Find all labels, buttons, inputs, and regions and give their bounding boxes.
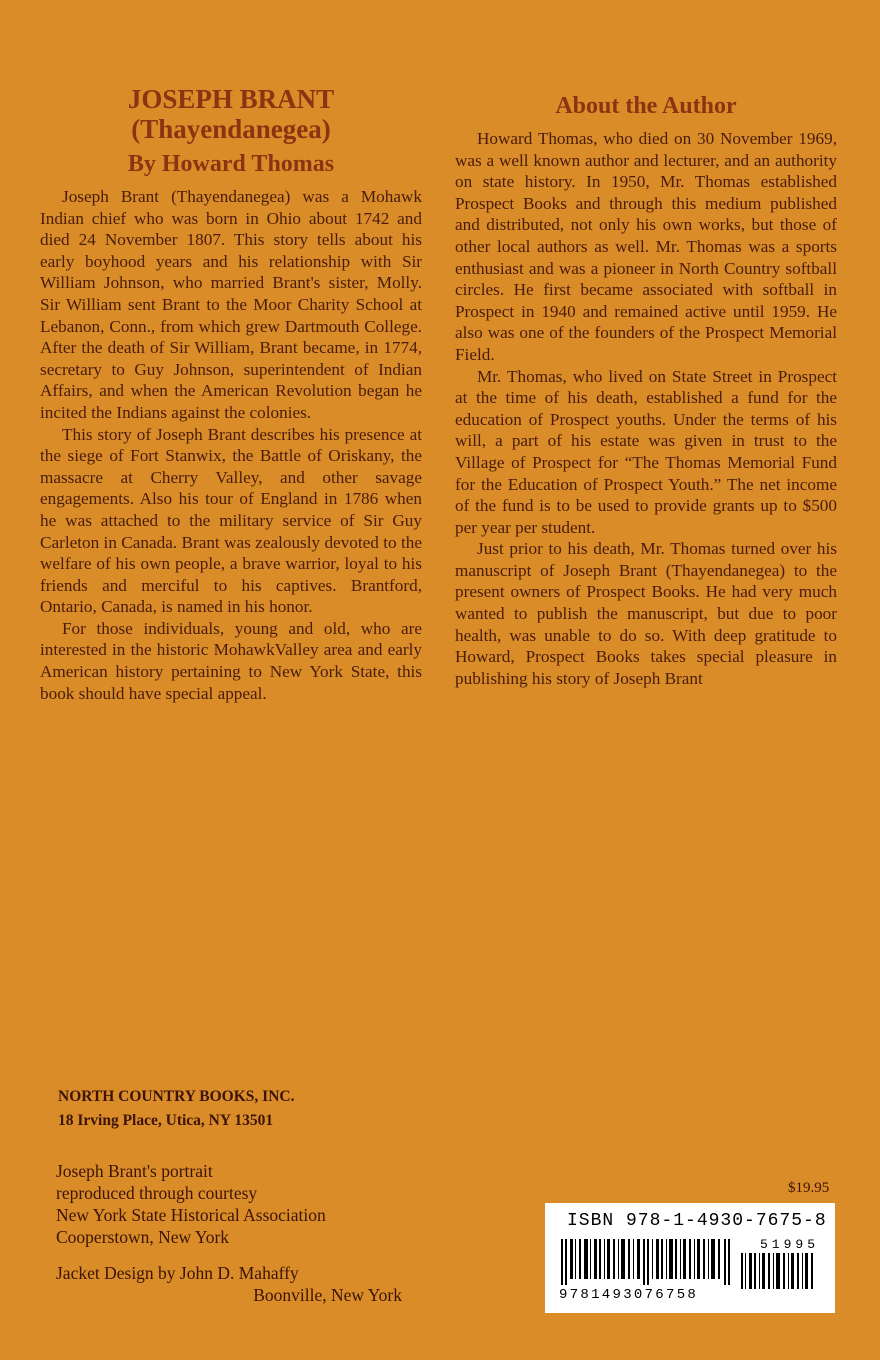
publisher-name: NORTH COUNTRY BOOKS, INC. [58,1088,295,1105]
publisher-block [58,1085,458,1133]
barcode-digits: 9781493076758 [559,1287,699,1303]
about-author-heading: About the Author [555,93,737,119]
price-addon-digits: 51995 [759,1237,819,1252]
isbn-barcode [545,1203,835,1313]
ean-barcode-bars [561,1239,733,1285]
book-subtitle: (Thayendanegea) [131,114,331,144]
author-paragraph: Howard Thomas, who died on 30 November 1969, was a well known author and lecturer, and an authority on state history. In 1950, Mr. Thomas established Prospect Books and through this medium published and distributed, not only his own works, but those of other local authors as well. Mr. Thomas was a sports enthusiast and was a pioneer in North Country softball circles. He first became associated with softball in Prospect in 1940 and remained active until 1959. He also was one of the founders of the Prospect Memorial Field. [455,129,837,364]
credit-line: reproduced through courtesy [56,1183,258,1203]
description-paragraph: Joseph Brant (Thayendanegea) was a Mohawk Indian chief who was born in Ohio about 1742 and died 24 November 1807. This story tells about his early boyhood years and his relationship with Sir William Johnson, who married Brant's sister, Molly. Sir William sent Brant to the Moor Charity School at Lebanon, Conn., from which grew Dartmouth College. After the death of Sir William, Brant became, in 1774, secretary to Guy Johnson, superintendent of Indian Affairs, and when the American Revolution began he incited the Indians against the colonies. [40,187,422,422]
jacket-design-credit: Jacket Design by John D. Mahaffy [56,1263,299,1283]
author-paragraph: Mr. Thomas, who lived on State Street in Prospect at the time of his death, established a fund for the education of Prospect youths. Under the terms of his will, a part of his estate was given in trust to the Village of Prospect for “The Thomas Memorial Fund for the Education of Prospect Youth.” The net income of the fund is to be used to provide grants up to $500 per year per student. [455,366,837,537]
description-paragraph: For those individuals, young and old, who are interested in the historic MohawkValley area and early American history pertaining to New York State, this book should have special appeal. [40,618,422,703]
isbn-text: ISBN 978-1-4930-7675-8 [567,1211,827,1231]
book-byline: By Howard Thomas [127,151,335,177]
description-paragraph: This story of Joseph Brant describes his presence at the siege of Fort Stanwix, the Battle of Oriskany, the massacre at Cherry Valley, and other savage engagements. Also his tour of England in 1786 when he was attached to the military service of Sir Guy Carleton in Canada. Brant was zealously devoted to the welfare of his own people, a brave warrior, loyal to his friends and merciful to his captives. Brantford, Ontario, Canada, is named in his honor. [40,424,422,617]
jacket-design-location: Boonville, New York [253,1285,402,1305]
author-paragraph: Just prior to his death, Mr. Thomas turned over his manuscript of Joseph Brant (Thayendanegea) to the present owners of Prospect Books. He had very much wanted to publish the manuscript, but due to poor health, was unable to do so. With deep gratitude to Howard, Prospect Books takes special pleasure in publishing his story of Joseph Brant [455,539,837,688]
credits-block [56,1160,436,1306]
addon-barcode-bars [741,1253,817,1289]
book-title: JOSEPH BRANT [127,84,335,114]
credit-line: Joseph Brant's portrait [56,1161,213,1181]
credit-line: Cooperstown, New York [56,1227,230,1247]
credit-line: New York State Historical Association [56,1205,326,1225]
about-author-column [455,92,837,689]
price-label: $19.95 [788,1180,830,1196]
publisher-address: 18 Irving Place, Utica, NY 13501 [58,1112,274,1129]
book-description-column [40,84,422,704]
